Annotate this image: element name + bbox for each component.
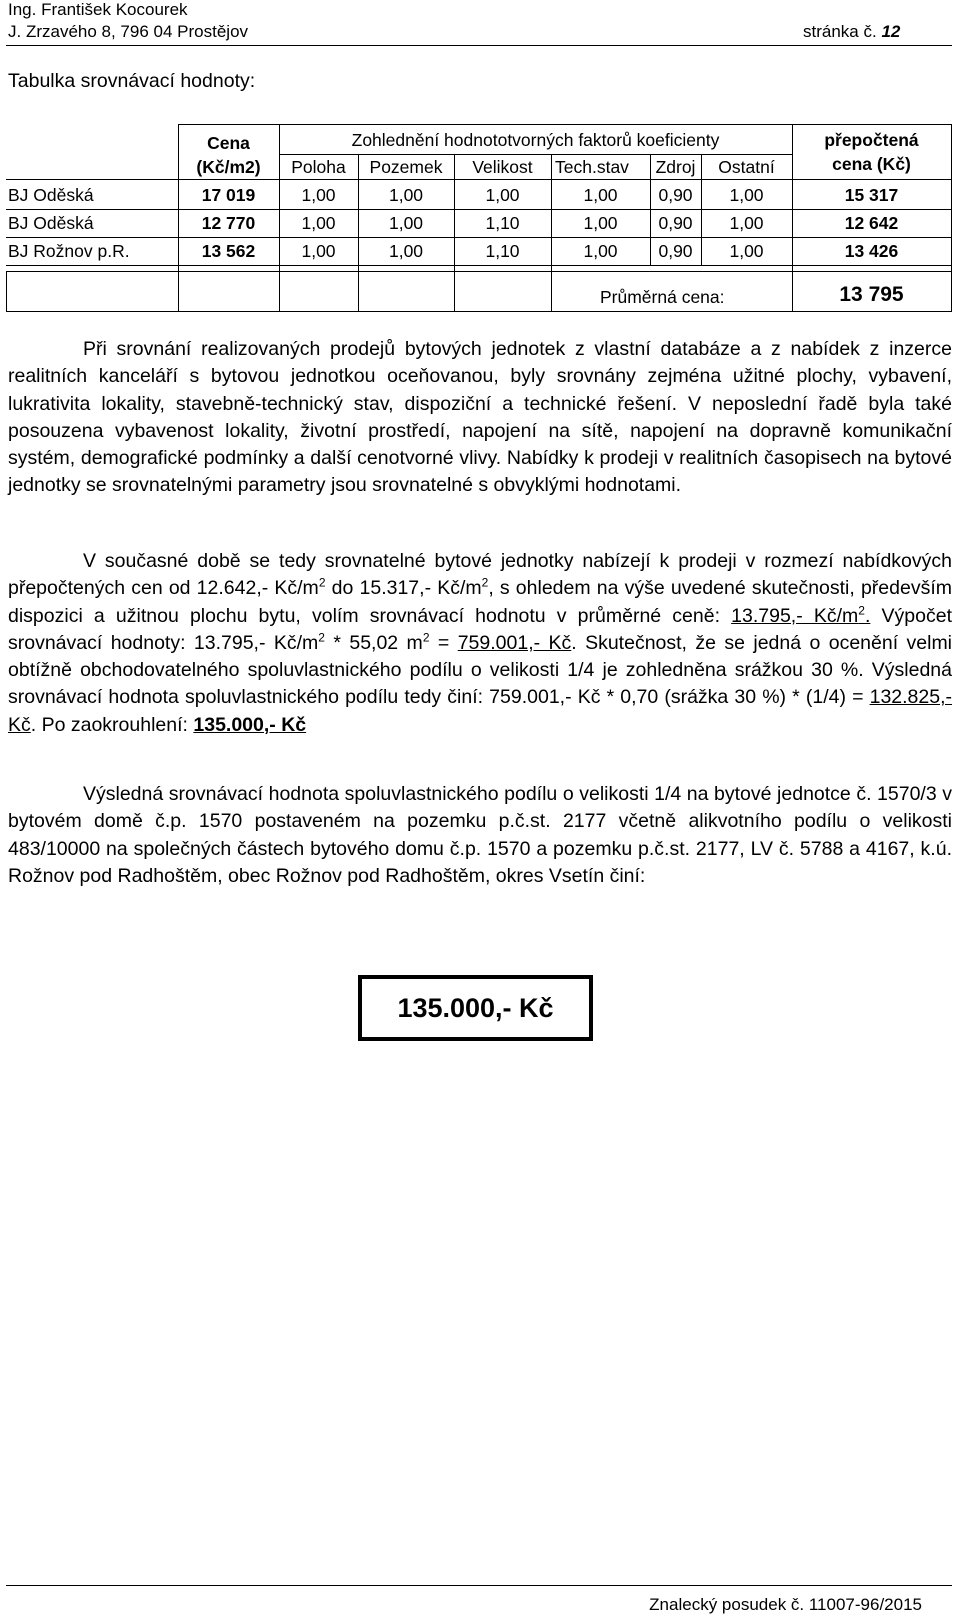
average-price-value: 13.795,- $Kč/m^2$. (731, 603, 871, 627)
row-name: BJ Rožnov p.R. (8, 241, 130, 261)
row-factor: 1,00 (485, 185, 520, 205)
row-name: BJ Oděská (8, 185, 94, 205)
result-box (358, 975, 593, 1041)
factor-head: Ostatní (718, 157, 775, 177)
page-prefix: stránka č. (803, 22, 877, 41)
header-address: J. Zrzavého 8, 796 04 Prostějov (8, 22, 249, 41)
average-label: Průměrná cena: (600, 287, 725, 307)
row-factor: 1,00 (583, 241, 618, 261)
col-price-head-2: (Kč/m2) (196, 157, 261, 177)
rounded-value: 135.000,- Kč (193, 713, 307, 736)
comparison-value: 759.001,- Kč (457, 631, 572, 654)
section-title: Tabulka srovnávací hodnoty: (8, 70, 256, 92)
row-factor: 1,00 (301, 185, 336, 205)
paragraph-valuation: V současné době se tedy srovnatelné bytové jednotky nabízejí k prodeji v rozmezí nabídkových přepočtených cen od 12.642,- $Kč/m^2$ do 15.317,- $Kč/m^2$, s ohledem na výše uvedené skutečnosti, především dispozici a užitnou plochu bytu, volím srovnávací hodnotu v průměrné ceně: 13.795,- $Kč/m^2$. Výpočet srovnávací hodnoty: 13.795,- $Kč/m^2 * 55,02$ $m^2 = 759.001,-$ Kč. Skutečnost, že se jedná o ocenění velmi obtížně obchodovatelného spoluvlastnického podílu o velikosti 1/4 je zohledněna srážkou 30 %. Výsledná srovnávací hodnota spoluvlastnického podílu tedy činí: 759.001,- Kč * 0,70 (srážka 30 %) * (1/4) = 132.825,- Kč. Po zaokrouhlení: 135.000,- Kč (8, 550, 953, 736)
row-result: 13 426 (844, 241, 899, 261)
row-factor: 1,00 (388, 213, 424, 233)
row-factor: 1,00 (729, 213, 764, 233)
row-factor: 1,10 (485, 213, 520, 233)
result-value: 135.000,- Kč (397, 993, 554, 1023)
paragraph-comparison: Při srovnání realizovaných prodejů bytových jednotek z vlastní databáze a z nabídek z inzerce realitních kanceláří s bytovou jednotkou oceňovanou, byly srovnány zejména užitné plochy, vybavení, lukrativita lokality, stavebně-technický stav, dispoziční a technické řešení. V neposlední řadě byla také posouzena vybavenost lokality, životní prostředí, napojení na sítě, napojení na dopravně komunikační systém, demografické podmínky a další cenotvorné vlivy. Nabídky k prodeji v realitních časopisech na bytové jednotky se srovnatelnými parametry jsou srovnatelné s obvyklými hodnotami. (8, 338, 952, 497)
row-result: 12 642 (844, 213, 899, 233)
row-factor: 1,00 (388, 241, 424, 261)
factor-head: Pozemek (369, 157, 443, 177)
col-factors-head: Zohlednění hodnototvorných faktorů koeficienty (351, 130, 720, 150)
footer-divider (6, 1585, 952, 1586)
row-name: BJ Oděská (8, 213, 94, 233)
header-divider (6, 45, 952, 46)
row-factor: 1,00 (388, 185, 424, 205)
row-factor: 0,90 (658, 185, 693, 205)
col-result-head-1: přepočtená (824, 130, 919, 150)
col-result-head-2: cena (Kč) (832, 154, 911, 174)
factor-head: Zdroj (655, 157, 696, 177)
row-factor: 0,90 (658, 241, 693, 261)
row-factor: 1,00 (301, 213, 336, 233)
row-factor: 1,10 (485, 241, 520, 261)
share-value: 132.825,- Kč (8, 686, 952, 736)
row-factor: 1,00 (729, 241, 764, 261)
row-factor: 1,00 (729, 185, 764, 205)
factor-head: Tech.stav (555, 157, 629, 177)
page-number (803, 22, 900, 42)
paragraph-result: Výsledná srovnávací hodnota spoluvlastnického podílu o velikosti 1/4 na bytové jednotce č. 1570/3 v bytovém domě č.p. 1570 postaveném na pozemku p.č.st. 2177 včetně alikvotního podílu o velikosti 483/10000 na společných částech bytového domu č.p. 1570 a pozemku p.č.st. 2177, LV č. 5788 a 4167, k.ú. Rožnov pod Radhoštěm, obec Rožnov pod Radhoštěm, okres Vsetín činí: (8, 783, 952, 887)
row-price: 12 770 (201, 213, 256, 233)
row-factor: 1,00 (583, 213, 618, 233)
average-value: 13 795 (839, 283, 904, 306)
row-factor: 0,90 (658, 213, 693, 233)
row-price: 17 019 (201, 185, 256, 205)
row-result: 15 317 (844, 185, 899, 205)
factor-head: Velikost (472, 157, 533, 177)
page-number-value: 12 (881, 22, 901, 41)
header-author: Ing. František Kocourek (8, 0, 188, 19)
row-factor: 1,00 (583, 185, 618, 205)
factor-head: Poloha (291, 157, 346, 177)
row-price: 13 562 (201, 241, 256, 261)
col-price-head-1: Cena (207, 133, 250, 153)
row-factor: 1,00 (301, 241, 336, 261)
footer-text: Znalecký posudek č. 11007-96/2015 (649, 1595, 922, 1614)
